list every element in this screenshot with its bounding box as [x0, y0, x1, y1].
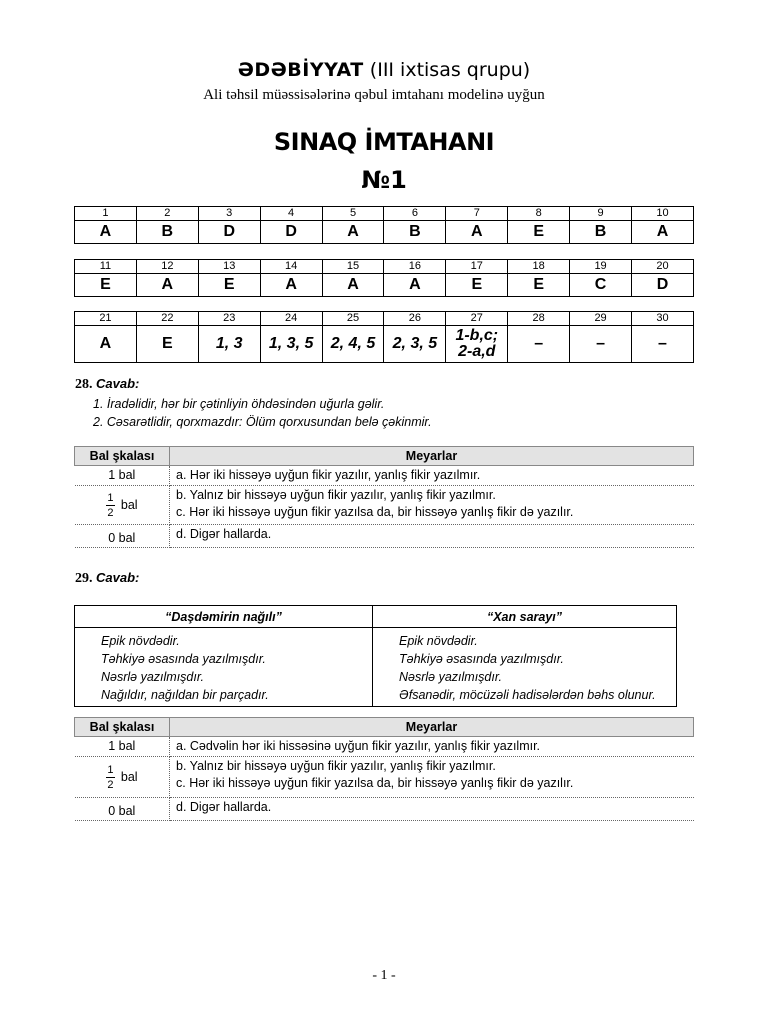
answer-cell: A: [632, 221, 694, 244]
question-number: 12: [136, 260, 198, 274]
answer-cell: A: [322, 221, 384, 244]
q29-comparison-table: [74, 605, 677, 707]
question-number: 7: [446, 207, 508, 221]
question-number: 5: [322, 207, 384, 221]
q29-heading: [75, 570, 139, 587]
q28-number: 28.: [75, 377, 93, 392]
col1-title: “Daşdəmirin nağılı”: [75, 606, 373, 628]
score-full: 1 bal: [75, 737, 170, 757]
criteria-header: Meyarlar: [170, 447, 694, 466]
col1-line: Nəsrlə yazılmışdır.: [101, 670, 205, 684]
col1-line: Epik növdədir.: [101, 634, 180, 648]
scale-header: Bal şkalası: [75, 718, 170, 737]
subject-title: [0, 58, 768, 82]
answer-cell: 1, 3: [198, 326, 260, 363]
fraction-numerator: 1: [107, 491, 114, 504]
answer-table-2: [74, 259, 694, 297]
question-number: 4: [260, 207, 322, 221]
col2-line: Nəsrlə yazılmışdır.: [399, 670, 503, 684]
score-half: [75, 757, 170, 798]
score-full: 1 bal: [75, 466, 170, 486]
criterion-a: a. Hər iki hissəyə uyğun fikir yazılır, yanlış fikir yazılmır.: [170, 466, 694, 486]
question-number: 27: [446, 312, 508, 326]
score-zero: 0 bal: [75, 525, 170, 548]
col2-line: Epik növdədir.: [399, 634, 478, 648]
answer-cell: B: [570, 221, 632, 244]
subject-subtitle: Ali təhsil müəssisələrinə qəbul imtahanı modelinə uyğun: [203, 87, 545, 103]
criterion-d: d. Digər hallarda.: [170, 798, 694, 821]
question-number: 20: [632, 260, 694, 274]
q29-criteria-table: [74, 717, 694, 821]
answer-cell: C: [570, 274, 632, 297]
q29-label: Cavab:: [96, 570, 140, 585]
score-half-unit: bal: [120, 497, 138, 512]
answer-cell: E: [508, 221, 570, 244]
answer-cell: E: [75, 274, 137, 297]
question-number: 17: [446, 260, 508, 274]
criterion-b: b. Yalnız bir hissəyə uyğun fikir yazılır, yanlış fikir yazılmır.: [176, 759, 496, 773]
half-fraction: [106, 764, 115, 791]
answer-table-3: [74, 311, 694, 363]
answer-27-line-2: 2-a,d: [458, 343, 496, 360]
col2-title: “Xan sarayı”: [373, 606, 677, 628]
question-number: 11: [75, 260, 137, 274]
answer-cell: –: [632, 326, 694, 363]
answer-cell: A: [75, 221, 137, 244]
answer-cell: A: [136, 274, 198, 297]
q28-answer-list: [93, 395, 432, 431]
col1-content: [75, 628, 373, 707]
answer-cell: 2, 3, 5: [384, 326, 446, 363]
answer-table-1: [74, 206, 694, 244]
col1-line: Təhkiyə əsasında yazılmışdır.: [101, 652, 266, 666]
answer-cell: E: [136, 326, 198, 363]
answer-cell: E: [446, 274, 508, 297]
question-number: 13: [198, 260, 260, 274]
fraction-numerator: 1: [107, 763, 114, 776]
question-number: 3: [198, 207, 260, 221]
answer-cell: A: [322, 274, 384, 297]
question-number: 23: [198, 312, 260, 326]
answer-cell: –: [570, 326, 632, 363]
question-number: 25: [322, 312, 384, 326]
question-number: 18: [508, 260, 570, 274]
criterion-c: c. Hər iki hissəyə uyğun fikir yazılsa da, bir hissəyə yanlış fikir də yazılır.: [176, 776, 574, 790]
answer-cell: E: [508, 274, 570, 297]
score-half: [75, 486, 170, 525]
q28-answer-item: 1. İradəlidir, hər bir çətinliyin öhdəsindən uğurla gəlir.: [93, 397, 385, 411]
question-number: 30: [632, 312, 694, 326]
answer-cell: A: [75, 326, 137, 363]
q28-criteria-table: [74, 446, 694, 548]
question-number: 16: [384, 260, 446, 274]
criteria-bc: [170, 486, 694, 525]
exam-title: SINAQ İMTAHANI: [273, 128, 495, 156]
criterion-d: d. Digər hallarda.: [170, 525, 694, 548]
q28-answer-item: 2. Cəsarətlidir, qorxmazdır: Ölüm qorxusundan belə çəkinmir.: [93, 415, 432, 429]
criterion-c: c. Hər iki hissəyə uyğun fikir yazılsa da, bir hissəyə yanlış fikir də yazılır.: [176, 505, 574, 519]
answer-cell: D: [632, 274, 694, 297]
criteria-header: Meyarlar: [170, 718, 694, 737]
score-zero: 0 bal: [75, 798, 170, 821]
answer-cell: D: [260, 221, 322, 244]
question-number: 29: [570, 312, 632, 326]
question-number: 19: [570, 260, 632, 274]
q29-number: 29.: [75, 571, 93, 586]
answer-cell: E: [198, 274, 260, 297]
answer-cell: D: [198, 221, 260, 244]
exam-number: №1: [361, 166, 407, 194]
fraction-denominator: 2: [107, 778, 114, 791]
subject-group: (III ixtisas qrupu): [369, 59, 531, 81]
question-number: 1: [75, 207, 137, 221]
col2-content: [373, 628, 677, 707]
answer-cell-27: [446, 326, 508, 363]
col2-line: Təhkiyə əsasında yazılmışdır.: [399, 652, 564, 666]
answer-cell: A: [260, 274, 322, 297]
question-number: 24: [260, 312, 322, 326]
criteria-bc: [170, 757, 694, 798]
question-number: 8: [508, 207, 570, 221]
criterion-a: a. Cədvəlin hər iki hissəsinə uyğun fikir yazılır, yanlış fikir yazılmır.: [170, 737, 694, 757]
criterion-b: b. Yalnız bir hissəyə uyğun fikir yazılır, yanlış fikir yazılmır.: [176, 488, 496, 502]
q28-heading: [75, 376, 139, 393]
question-number: 21: [75, 312, 137, 326]
fraction-denominator: 2: [107, 506, 114, 519]
answer-cell: 1, 3, 5: [260, 326, 322, 363]
question-number: 2: [136, 207, 198, 221]
subject-name: ƏDƏBİYYAT: [237, 59, 364, 81]
question-number: 26: [384, 312, 446, 326]
answer-cell: B: [136, 221, 198, 244]
question-number: 10: [632, 207, 694, 221]
col1-line: Nağıldır, nağıldan bir parçadır.: [101, 688, 269, 702]
answer-cell: 2, 4, 5: [322, 326, 384, 363]
answer-cell: A: [446, 221, 508, 244]
question-number: 22: [136, 312, 198, 326]
q28-label: Cavab:: [96, 376, 140, 391]
scale-header: Bal şkalası: [75, 447, 170, 466]
question-number: 14: [260, 260, 322, 274]
col2-line: Əfsanədir, möcüzəli hadisələrdən bəhs olunur.: [399, 688, 656, 702]
answer-cell: A: [384, 274, 446, 297]
answer-cell: B: [384, 221, 446, 244]
half-fraction: [106, 492, 115, 519]
answer-cell: –: [508, 326, 570, 363]
question-number: 15: [322, 260, 384, 274]
question-number: 28: [508, 312, 570, 326]
answer-27-line-1: 1-b,c;: [455, 327, 499, 344]
question-number: 6: [384, 207, 446, 221]
page-number: - 1 -: [372, 968, 396, 983]
score-half-unit: bal: [120, 769, 138, 784]
question-number: 9: [570, 207, 632, 221]
